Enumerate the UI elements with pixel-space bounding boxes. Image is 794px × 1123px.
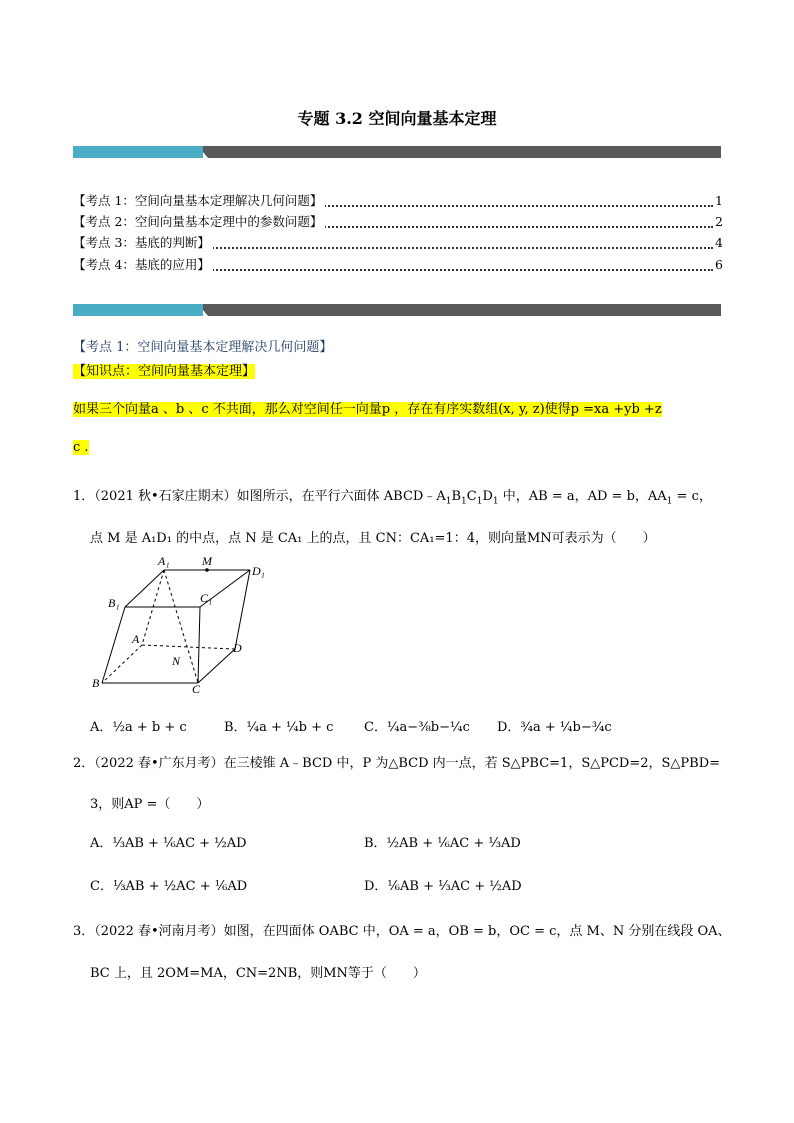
q2-option-c[interactable]: C．⅓AB + ½AC + ⅙AD — [90, 879, 248, 894]
question-2-line-2: 3，则AP =（ ） — [90, 797, 210, 812]
label-b: B — [92, 676, 100, 690]
knowledge-label: 【知识点：空间向量基本定理】 — [73, 364, 256, 379]
q2-option-d[interactable]: D．⅙AB + ⅓AC + ½AD — [364, 879, 522, 894]
toc-item[interactable]: 【考点 1：空间向量基本定理解决几何问题】 1 — [73, 193, 723, 208]
label-a: A — [132, 632, 140, 646]
question-2-line-1: 2．（2022 春•广东月考）在三棱锥 A﹣BCD 中，P 为△BCD 内一点，若 S△PBC=1，S△PCD=2，S△PBD= — [73, 756, 721, 771]
question-3-line-1: 3．（2022 春•河南月考）如图，在四面体 OABC 中，OA = a，OB = b，OC = c，点 M、N 分别在线段 OA、 — [73, 924, 731, 939]
q1-option-c[interactable]: C．¼a−⅜b−¼c — [364, 720, 470, 735]
label-a1: A₁ — [158, 555, 170, 568]
label-c: C — [192, 682, 201, 695]
q1-option-d[interactable]: D．¾a + ¼b−¾c — [497, 720, 612, 735]
point-m — [205, 568, 209, 572]
knowledge-definition: 如果三个向量a 、b 、c 不共面，那么对空间任一向量p ，存在有序实数组(x, y, z)使得p =xa +yb +z — [73, 402, 662, 417]
toc-item[interactable]: 【考点 2：空间向量基本定理中的参数问题】 2 — [73, 214, 723, 229]
q2-option-a[interactable]: A．⅓AB + ⅙AC + ½AD — [90, 836, 247, 851]
section-heading: 【考点 1：空间向量基本定理解决几何问题】 — [73, 340, 333, 355]
toc-item[interactable]: 【考点 3：基底的判断】 4 — [73, 235, 723, 250]
label-m: M — [202, 555, 212, 568]
question-1-line-2: 点 M 是 A₁D₁ 的中点，点 N 是 CA₁ 上的点，且 CN：CA₁=1：4，则向量MN可表示为（ ） — [90, 531, 656, 546]
parallelepiped-figure — [90, 555, 290, 695]
decorative-band — [73, 304, 721, 316]
decorative-band — [73, 146, 721, 158]
q1-option-b[interactable]: B．¼a + ¼b + c — [224, 720, 334, 735]
label-b1: B₁ — [108, 596, 120, 610]
label-d1: D₁ — [252, 564, 265, 578]
page-title: 专题 3.2 空间向量基本定理 — [297, 109, 497, 128]
question-1-line-1: 1．（2021 秋•石家庄期末）如图所示，在平行六面体 $ABCD﹣A_1B_1C_1D_1$ 中，AB = a，AD = b，$AA_1 = c$， — [73, 489, 712, 507]
knowledge-definition-cont: c . — [73, 440, 89, 455]
q1-option-a[interactable]: A．½a + b + c — [90, 720, 187, 735]
label-d: D — [233, 641, 242, 655]
toc-item[interactable]: 【考点 4：基底的应用】 6 — [73, 257, 723, 272]
q2-option-b[interactable]: B．½AB + ⅙AC + ⅓AD — [364, 836, 521, 851]
label-n: N — [172, 654, 181, 668]
question-3-line-2: BC 上，且 2OM=MA，CN=2NB，则MN等于（ ） — [90, 966, 426, 981]
label-c1: C₁ — [200, 591, 213, 605]
